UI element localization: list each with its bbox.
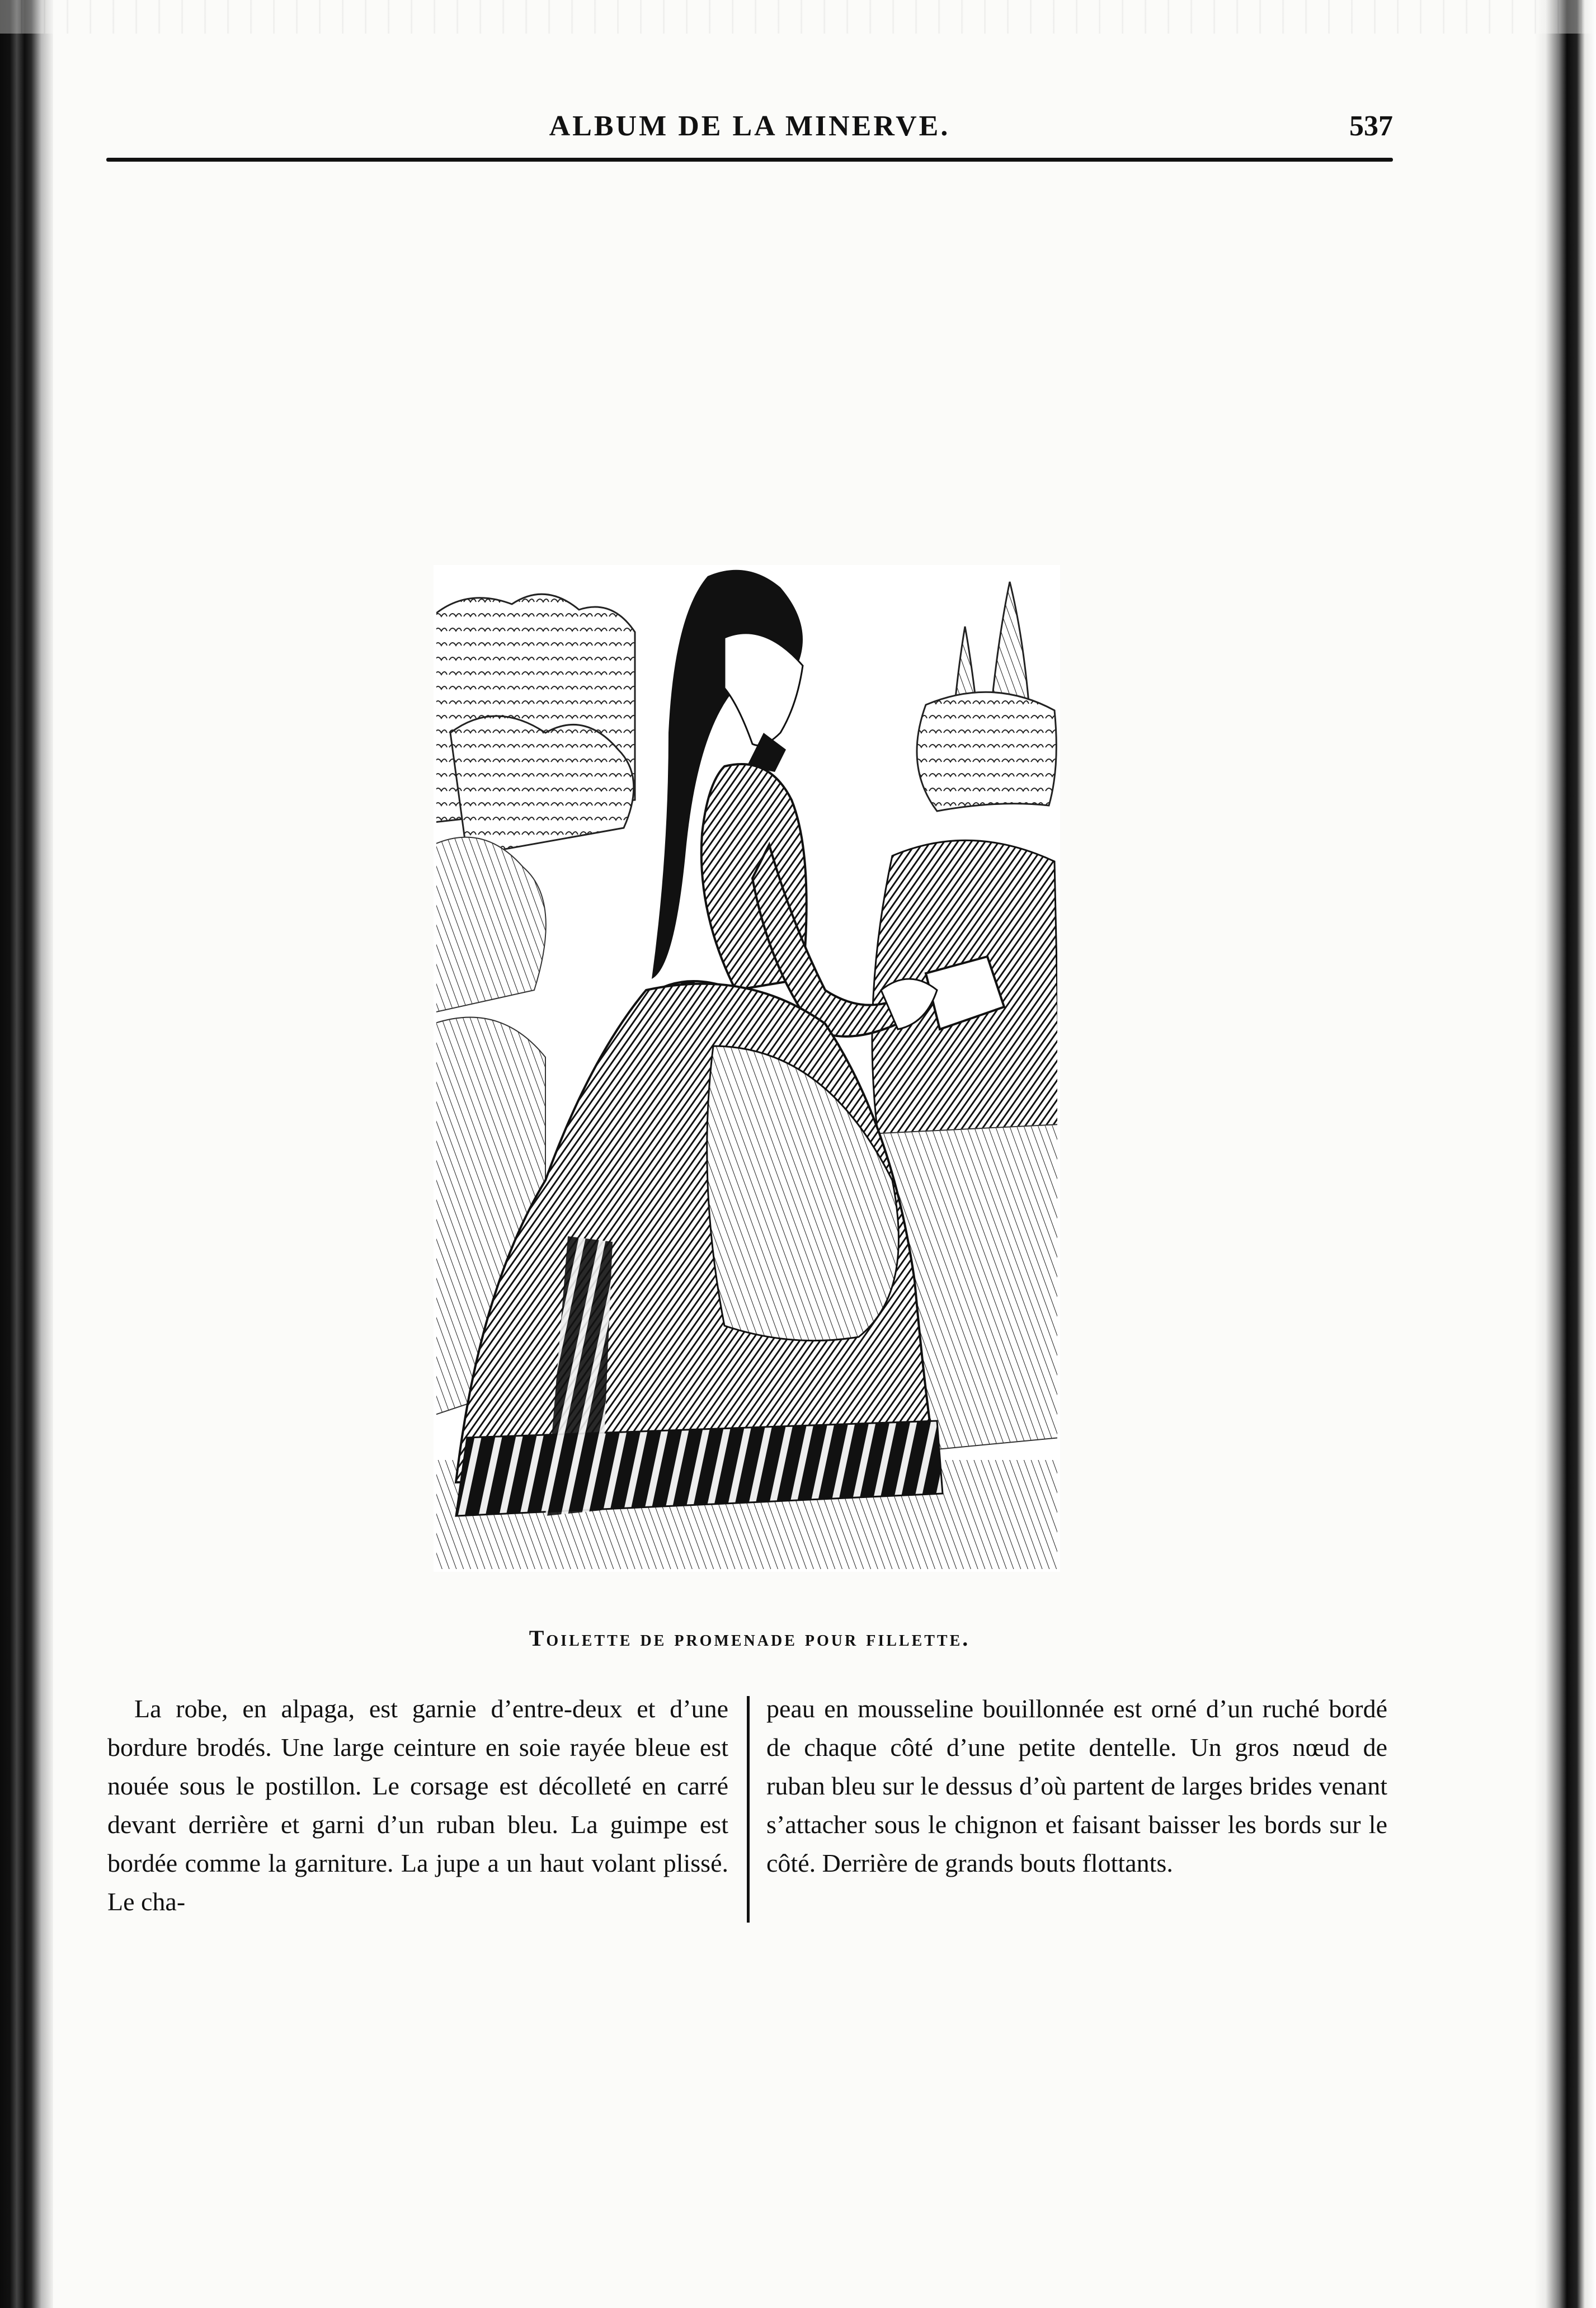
scan-top-speckle [0, 0, 1596, 34]
scan-left-edge [0, 0, 53, 2308]
running-title: ALBUM DE LA MINERVE. [549, 110, 950, 142]
page-number: 537 [1349, 110, 1393, 142]
figure-caption: Toilette de promenade pour fillette. [529, 1626, 971, 1651]
header-rule [106, 158, 1393, 162]
right-column [766, 1689, 1387, 1882]
scan-right-edge [1534, 0, 1596, 2308]
right-column-text: peau en mousseline bouillonnée est orné d’un ruché bordé de chaque côté d’une petite dentelle. Un gros nœud de ruban bleu sur le dessus d’où partent de larges brides venant s’attacher sous le chignon et faisant baisser les bords sur le côté. Derrière de grands bouts flottants. [766, 1694, 1387, 1877]
page-header [106, 106, 1393, 151]
fashion-engraving-illustration [434, 565, 1060, 1572]
left-column-text: La robe, en alpaga, est garnie d’entre-deux et d’une bordure brodés. Une large ceinture en soie rayée bleue est nouée sous le postillon. Le corsage est décolleté en carré devant derrière et garni d’un ruban bleu. La guimpe est bordée comme la garniture. La jupe a un haut volant plissé. Le cha- [107, 1694, 728, 1916]
article-body [107, 1689, 1394, 1935]
column-divider [747, 1696, 750, 1923]
engraving-svg [434, 565, 1060, 1572]
left-column [107, 1689, 728, 1921]
